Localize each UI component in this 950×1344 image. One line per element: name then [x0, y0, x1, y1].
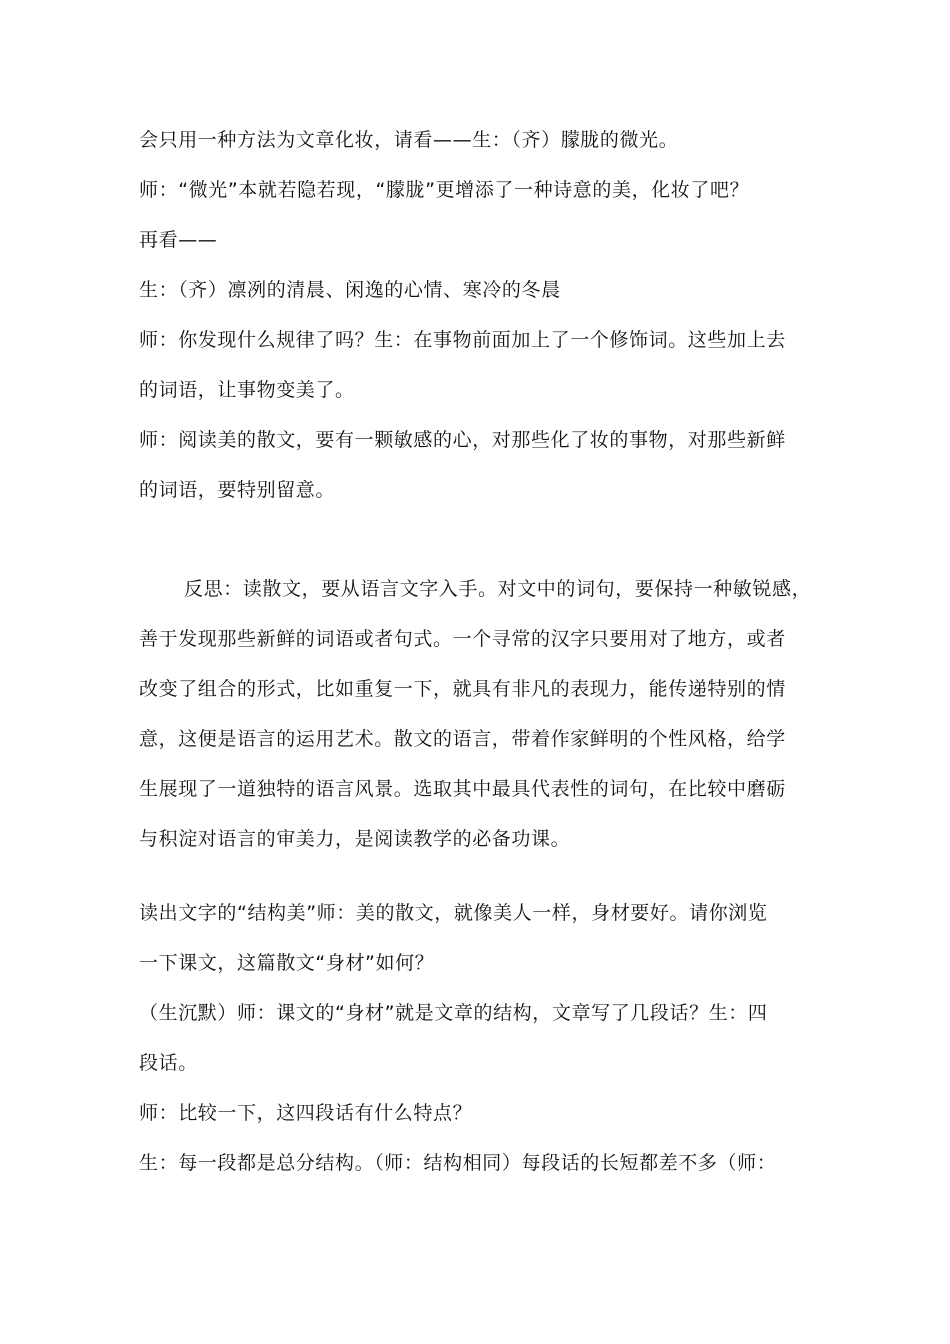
reflection-line-1: 反思：读散文，要从语言文字入手。对文中的词句，要保持一种敏锐感，: [184, 578, 812, 600]
text-line-7: 师：阅读美的散文，要有一颗敏感的心，对那些化了妆的事物，对那些新鲜: [139, 429, 786, 451]
reflection-line-6: 与积淀对语言的审美力，是阅读教学的必备功课。: [139, 828, 571, 850]
text-line-1: 会只用一种方法为文章化妆，请看——生：（齐）朦胧的微光。: [139, 129, 679, 151]
reflection-line-4: 意，这便是语言的运用艺术。散文的语言，带着作家鲜明的个性风格，给学: [139, 728, 786, 750]
section-line-1: 读出文字的“结构美”师：美的散文，就像美人一样，身材要好。请你浏览: [139, 902, 768, 924]
section-line-4: 段话。: [139, 1052, 198, 1074]
text-line-4: 生：（齐）凛冽的清晨、闲逸的心情、寒冷的冬晨: [139, 279, 561, 301]
section-line-6: 生：每一段都是总分结构。（师：结构相同）每段话的长短都差不多（师：: [139, 1152, 777, 1174]
text-line-3: 再看——: [139, 229, 218, 251]
text-line-5: 师：你发现什么规律了吗？生：在事物前面加上了一个修饰词。这些加上去: [139, 329, 786, 351]
reflection-line-3: 改变了组合的形式，比如重复一下，就具有非凡的表现力，能传递特别的情: [139, 678, 786, 700]
section-line-2: 一下课文，这篇散文“身材”如何？: [139, 952, 435, 974]
text-line-8: 的词语，要特别留意。: [139, 479, 336, 501]
section-line-3: （生沉默）师：课文的“身材”就是文章的结构，文章写了几段话？生：四: [139, 1002, 768, 1024]
text-line-6: 的词语，让事物变美了。: [139, 379, 355, 401]
reflection-line-2: 善于发现那些新鲜的词语或者句式。一个寻常的汉字只要用对了地方，或者: [139, 628, 786, 650]
reflection-line-5: 生展现了一道独特的语言风景。选取其中最具代表性的词句，在比较中磨砺: [139, 778, 786, 800]
text-line-2: 师：“微光”本就若隐若现，“朦胧”更增添了一种诗意的美，化妆了吧？: [139, 179, 750, 201]
section-line-5: 师：比较一下，这四段话有什么特点？: [139, 1102, 473, 1124]
